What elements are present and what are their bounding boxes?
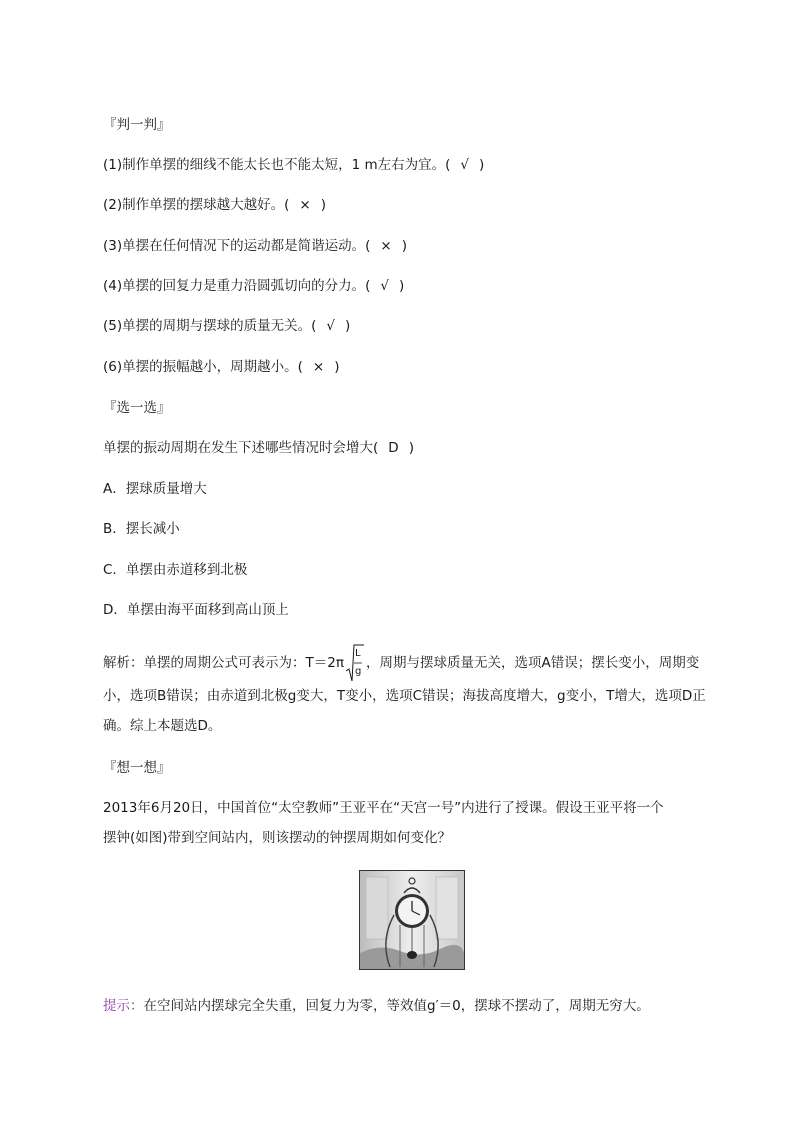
analysis-line-2: 小，选项B错误；由赤道到北极g变大，T变小，选项C错误；海拔高度增大，g变小，T增大，选项D正 xyxy=(103,688,706,704)
judge-item-close: ) xyxy=(320,197,326,213)
hint-text: 在空间站内摆球完全失重，回复力为零，等效值g′＝0，摆球不摆动了，周期无穷大。 xyxy=(143,998,650,1014)
judge-item-3 xyxy=(103,236,407,256)
judge-item-mark: √ xyxy=(326,318,335,334)
think-line-2: 摆钟(如图)带到空间站内，则该摆动的钟摆周期如何变化？ xyxy=(103,830,452,846)
option-c: C．单摆由赤道移到北极 xyxy=(103,562,248,578)
analysis-line-1 xyxy=(103,643,699,683)
option-a: A．摆球质量增大 xyxy=(103,481,207,497)
hint-line xyxy=(103,996,650,1016)
judge-item-mark: × xyxy=(380,238,392,254)
option-b: B．摆长减小 xyxy=(103,521,180,537)
judge-item-text: (2)制作单摆的摆球越大越好。( xyxy=(103,197,290,213)
judge-item-close: ) xyxy=(334,359,340,375)
judge-item-text: (4)单摆的回复力是重力沿圆弧切向的分力。( xyxy=(103,278,371,294)
judge-item-5 xyxy=(103,316,350,336)
judge-item-close: ) xyxy=(399,278,405,294)
judge-item-4 xyxy=(103,276,404,296)
question-close: ) xyxy=(408,440,414,456)
sqrt-fraction xyxy=(346,643,364,683)
judge-item-text: (6)单摆的振幅越小，周期越小。( xyxy=(103,359,303,375)
option-d: D．单摆由海平面移到高山顶上 xyxy=(103,602,289,618)
judge-item-text: (1)制作单摆的细线不能太长也不能太短，1 m左右为宜。( xyxy=(103,157,451,173)
judge-item-2 xyxy=(103,195,326,215)
judge-heading: 『判一判』 xyxy=(103,117,171,133)
judge-item-mark: × xyxy=(312,359,325,375)
judge-item-close: ) xyxy=(345,318,351,334)
judge-item-text: (3)单摆在任何情况下的运动都是简谐运动。( xyxy=(103,238,371,254)
think-heading: 『想一想』 xyxy=(103,760,171,776)
think-line-1: 2013年6月20日，中国首位“太空教师”王亚平在“天宫一号”内进行了授课。假设王亚平将一个 xyxy=(103,800,664,816)
pendulum-clock-image xyxy=(359,870,465,970)
question-text: 单摆的振动周期在发生下述哪些情况时会增大( xyxy=(103,440,379,456)
fraction-denominator: g xyxy=(354,666,362,677)
judge-item-mark: √ xyxy=(380,278,389,294)
choose-question xyxy=(103,438,414,458)
judge-item-close: ) xyxy=(401,238,407,254)
hint-label: 提示： xyxy=(103,998,144,1014)
judge-item-1 xyxy=(103,155,484,175)
judge-item-6 xyxy=(103,357,339,377)
judge-item-mark: √ xyxy=(460,157,470,173)
judge-item-close: ) xyxy=(479,157,485,173)
judge-item-mark: × xyxy=(299,197,311,213)
pendulum-clock-icon xyxy=(360,871,464,969)
fraction-numerator: L xyxy=(354,648,361,659)
answer-mark: D xyxy=(388,440,399,456)
judge-item-text: (5)单摆的周期与摆球的质量无关。( xyxy=(103,318,317,334)
analysis-line-3: 确。综上本题选D。 xyxy=(103,718,222,734)
analysis-prefix: 解析：单摆的周期公式可表示为：T＝2π xyxy=(103,655,344,671)
choose-heading: 『选一选』 xyxy=(103,400,171,416)
analysis-rest: ，周期与摆球质量无关，选项A错误；摆长变小，周期变 xyxy=(365,655,700,671)
